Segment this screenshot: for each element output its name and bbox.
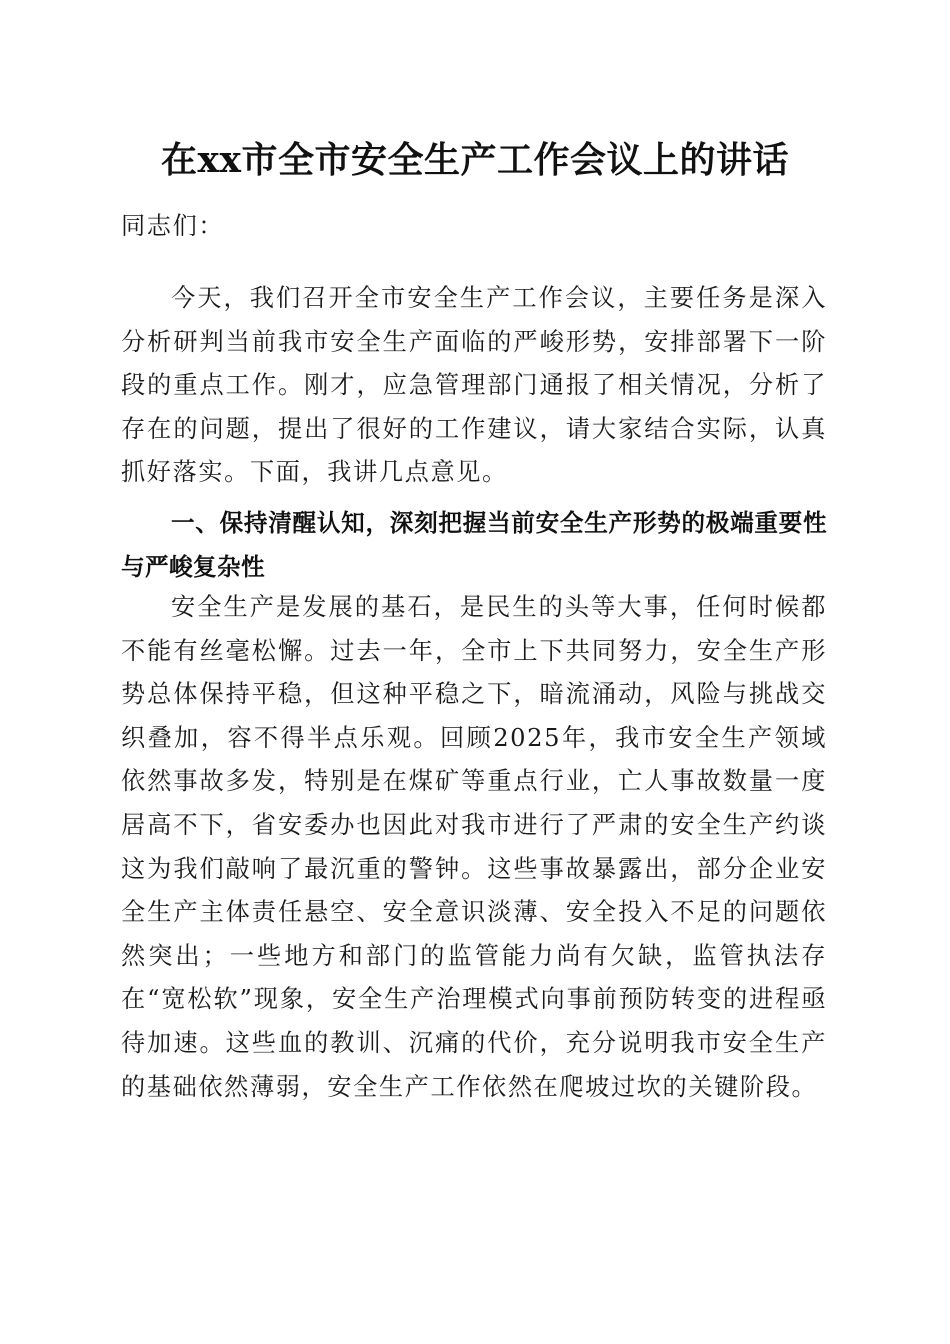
section-heading-1: 一、保持清醒认知，深刻把握当前安全生产形势的极端重要性与严峻复杂性 [121, 509, 827, 581]
salutation: 同志们： [121, 212, 225, 240]
section-1-paragraph: 安全生产是发展的基石，是民生的头等大事，任何时候都不能有丝毫松懈。过去一年，全市上下共同努力，安全生产形势总体保持平稳，但这种平稳之下，暗流涌动，风险与挑战交织叠加，容不得半点乐观。回顾2025年，我市安全生产领域依然事故多发，特别是在煤矿等重点行业，亡人事故数量一度居高不下，省安委办也因此对我市进行了严肃的安全生产约谈这为我们敲响了最沉重的警钟。这些事故暴露出，部分企业安全生产主体责任悬空、安全意识淡薄、安全投入不足的问题依然突出；一些地方和部门的监管能力尚有欠缺，监管执法存在“宽松软”现象，安全生产治理模式向事前预防转变的进程亟待加速。这些血的教训、沉痛的代价，充分说明我市安全生产的基础依然薄弱，安全生产工作依然在爬坡过坎的关键阶段。 [121, 593, 827, 1101]
document-title: 在xx市全市安全生产工作会议上的讲话 [161, 139, 789, 181]
opening-paragraph: 今天，我们召开全市安全生产工作会议，主要任务是深入分析研判当前我市安全生产面临的严峻形势，安排部署下一阶段的重点工作。刚才，应急管理部门通报了相关情况，分析了存在的问题，提出了很好的工作建议，请大家结合实际，认真抓好落实。下面，我讲几点意见。 [121, 284, 827, 487]
